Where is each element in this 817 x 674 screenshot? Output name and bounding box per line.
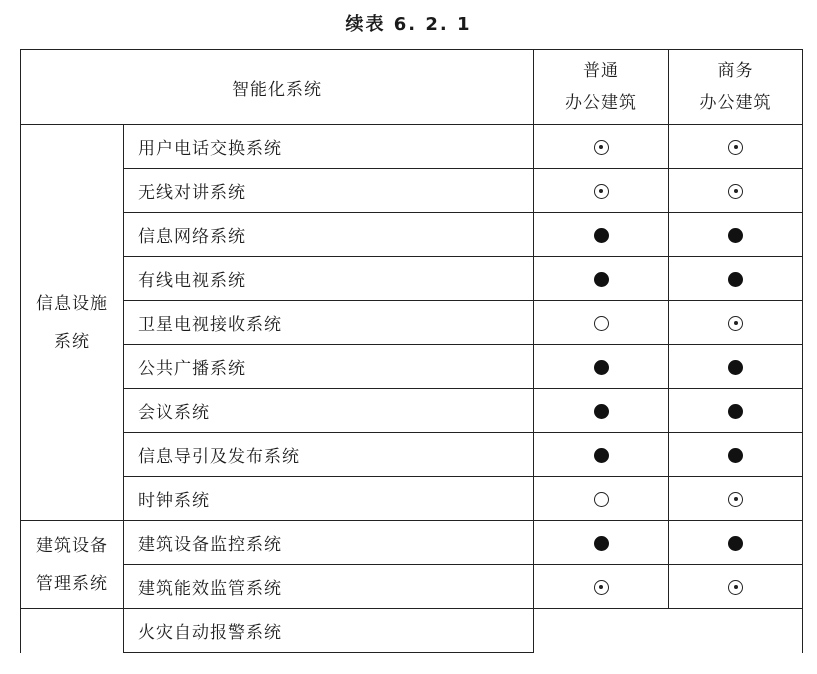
- ordinary-office-cell: [534, 521, 669, 565]
- system-name: 会议系统: [124, 389, 534, 433]
- commercial-filled-mark-icon: [728, 272, 743, 287]
- header-ordinary-line1: 普通: [583, 61, 619, 81]
- commercial-dot-mark-icon: [728, 492, 743, 507]
- ordinary-office-cell: [534, 433, 669, 477]
- system-name: 建筑设备监控系统: [124, 521, 534, 565]
- group-cell: [21, 609, 124, 653]
- header-commercial-line2: 办公建筑: [699, 93, 772, 113]
- header-ordinary-line2: 办公建筑: [565, 93, 637, 113]
- header-commercial-office: [669, 50, 803, 125]
- header-row: [21, 50, 803, 125]
- ordinary-office-cell: [534, 565, 669, 609]
- group-cell: [21, 521, 124, 609]
- commercial-filled-mark-icon: [728, 360, 743, 375]
- ordinary-dot-mark-icon: [594, 184, 609, 199]
- ordinary-office-cell: [534, 301, 669, 345]
- system-name: 有线电视系统: [124, 257, 534, 301]
- ordinary-filled-mark-icon: [594, 360, 609, 375]
- table-row: [21, 345, 803, 389]
- table-row: [21, 565, 803, 609]
- commercial-office-cell: [669, 257, 803, 301]
- group-name-line: 建筑设备: [36, 535, 108, 556]
- group-name-line: 信息设施: [36, 293, 108, 314]
- table-row: [21, 521, 803, 565]
- header-commercial-line1: 商务: [717, 61, 754, 81]
- table-row: [21, 213, 803, 257]
- commercial-office-cell: [669, 477, 803, 521]
- system-name: 信息网络系统: [124, 213, 534, 257]
- system-name: 信息导引及发布系统: [124, 433, 534, 477]
- system-name: 建筑能效监管系统: [124, 565, 534, 609]
- table-title: 续表 6. 2. 1: [345, 14, 472, 35]
- commercial-office-cell: [669, 125, 803, 169]
- commercial-filled-mark-icon: [728, 228, 743, 243]
- table-row: [21, 477, 803, 521]
- commercial-office-cell: [669, 169, 803, 213]
- commercial-office-cell: [669, 213, 803, 257]
- ordinary-filled-mark-icon: [594, 272, 609, 287]
- commercial-office-cell: [669, 389, 803, 433]
- commercial-office-cell: [669, 433, 803, 477]
- header-system: 智能化系统: [21, 50, 534, 125]
- table-row: [21, 301, 803, 345]
- table-row: [21, 389, 803, 433]
- commercial-office-cell: [669, 345, 803, 389]
- commercial-dot-mark-icon: [728, 184, 743, 199]
- commercial-filled-mark-icon: [728, 536, 743, 551]
- intelligent-systems-table: [20, 49, 803, 653]
- system-name: 用户电话交换系统: [124, 125, 534, 169]
- commercial-office-cell: [669, 301, 803, 345]
- group-cell: [21, 125, 124, 521]
- ordinary-filled-mark-icon: [594, 536, 609, 551]
- commercial-dot-mark-icon: [728, 140, 743, 155]
- table-row: [21, 125, 803, 169]
- ordinary-office-cell: [534, 169, 669, 213]
- ordinary-office-cell: [534, 389, 669, 433]
- system-name: 火灾自动报警系统: [124, 609, 534, 653]
- ordinary-filled-mark-icon: [594, 404, 609, 419]
- commercial-office-cell: [669, 521, 803, 565]
- ordinary-office-cell: [534, 213, 669, 257]
- commercial-office-cell: [669, 565, 803, 609]
- system-name: 时钟系统: [124, 477, 534, 521]
- header-ordinary-office: [534, 50, 669, 125]
- table-row: [21, 609, 803, 653]
- ordinary-office-cell: [534, 345, 669, 389]
- table-row: [21, 433, 803, 477]
- commercial-dot-mark-icon: [728, 316, 743, 331]
- ordinary-office-cell: [534, 125, 669, 169]
- commercial-filled-mark-icon: [728, 404, 743, 419]
- ordinary-filled-mark-icon: [594, 448, 609, 463]
- commercial-dot-mark-icon: [728, 580, 743, 595]
- group-name-line: 系统: [54, 331, 90, 352]
- empty-cell: [534, 609, 803, 653]
- ordinary-open-mark-icon: [594, 492, 609, 507]
- table-row: [21, 257, 803, 301]
- ordinary-dot-mark-icon: [594, 140, 609, 155]
- ordinary-office-cell: [534, 257, 669, 301]
- group-name-line: 管理系统: [36, 573, 108, 594]
- ordinary-open-mark-icon: [594, 316, 609, 331]
- commercial-filled-mark-icon: [728, 448, 743, 463]
- ordinary-dot-mark-icon: [594, 580, 609, 595]
- system-name: 卫星电视接收系统: [124, 301, 534, 345]
- table-row: [21, 169, 803, 213]
- system-name: 公共广播系统: [124, 345, 534, 389]
- system-name: 无线对讲系统: [124, 169, 534, 213]
- ordinary-filled-mark-icon: [594, 228, 609, 243]
- ordinary-office-cell: [534, 477, 669, 521]
